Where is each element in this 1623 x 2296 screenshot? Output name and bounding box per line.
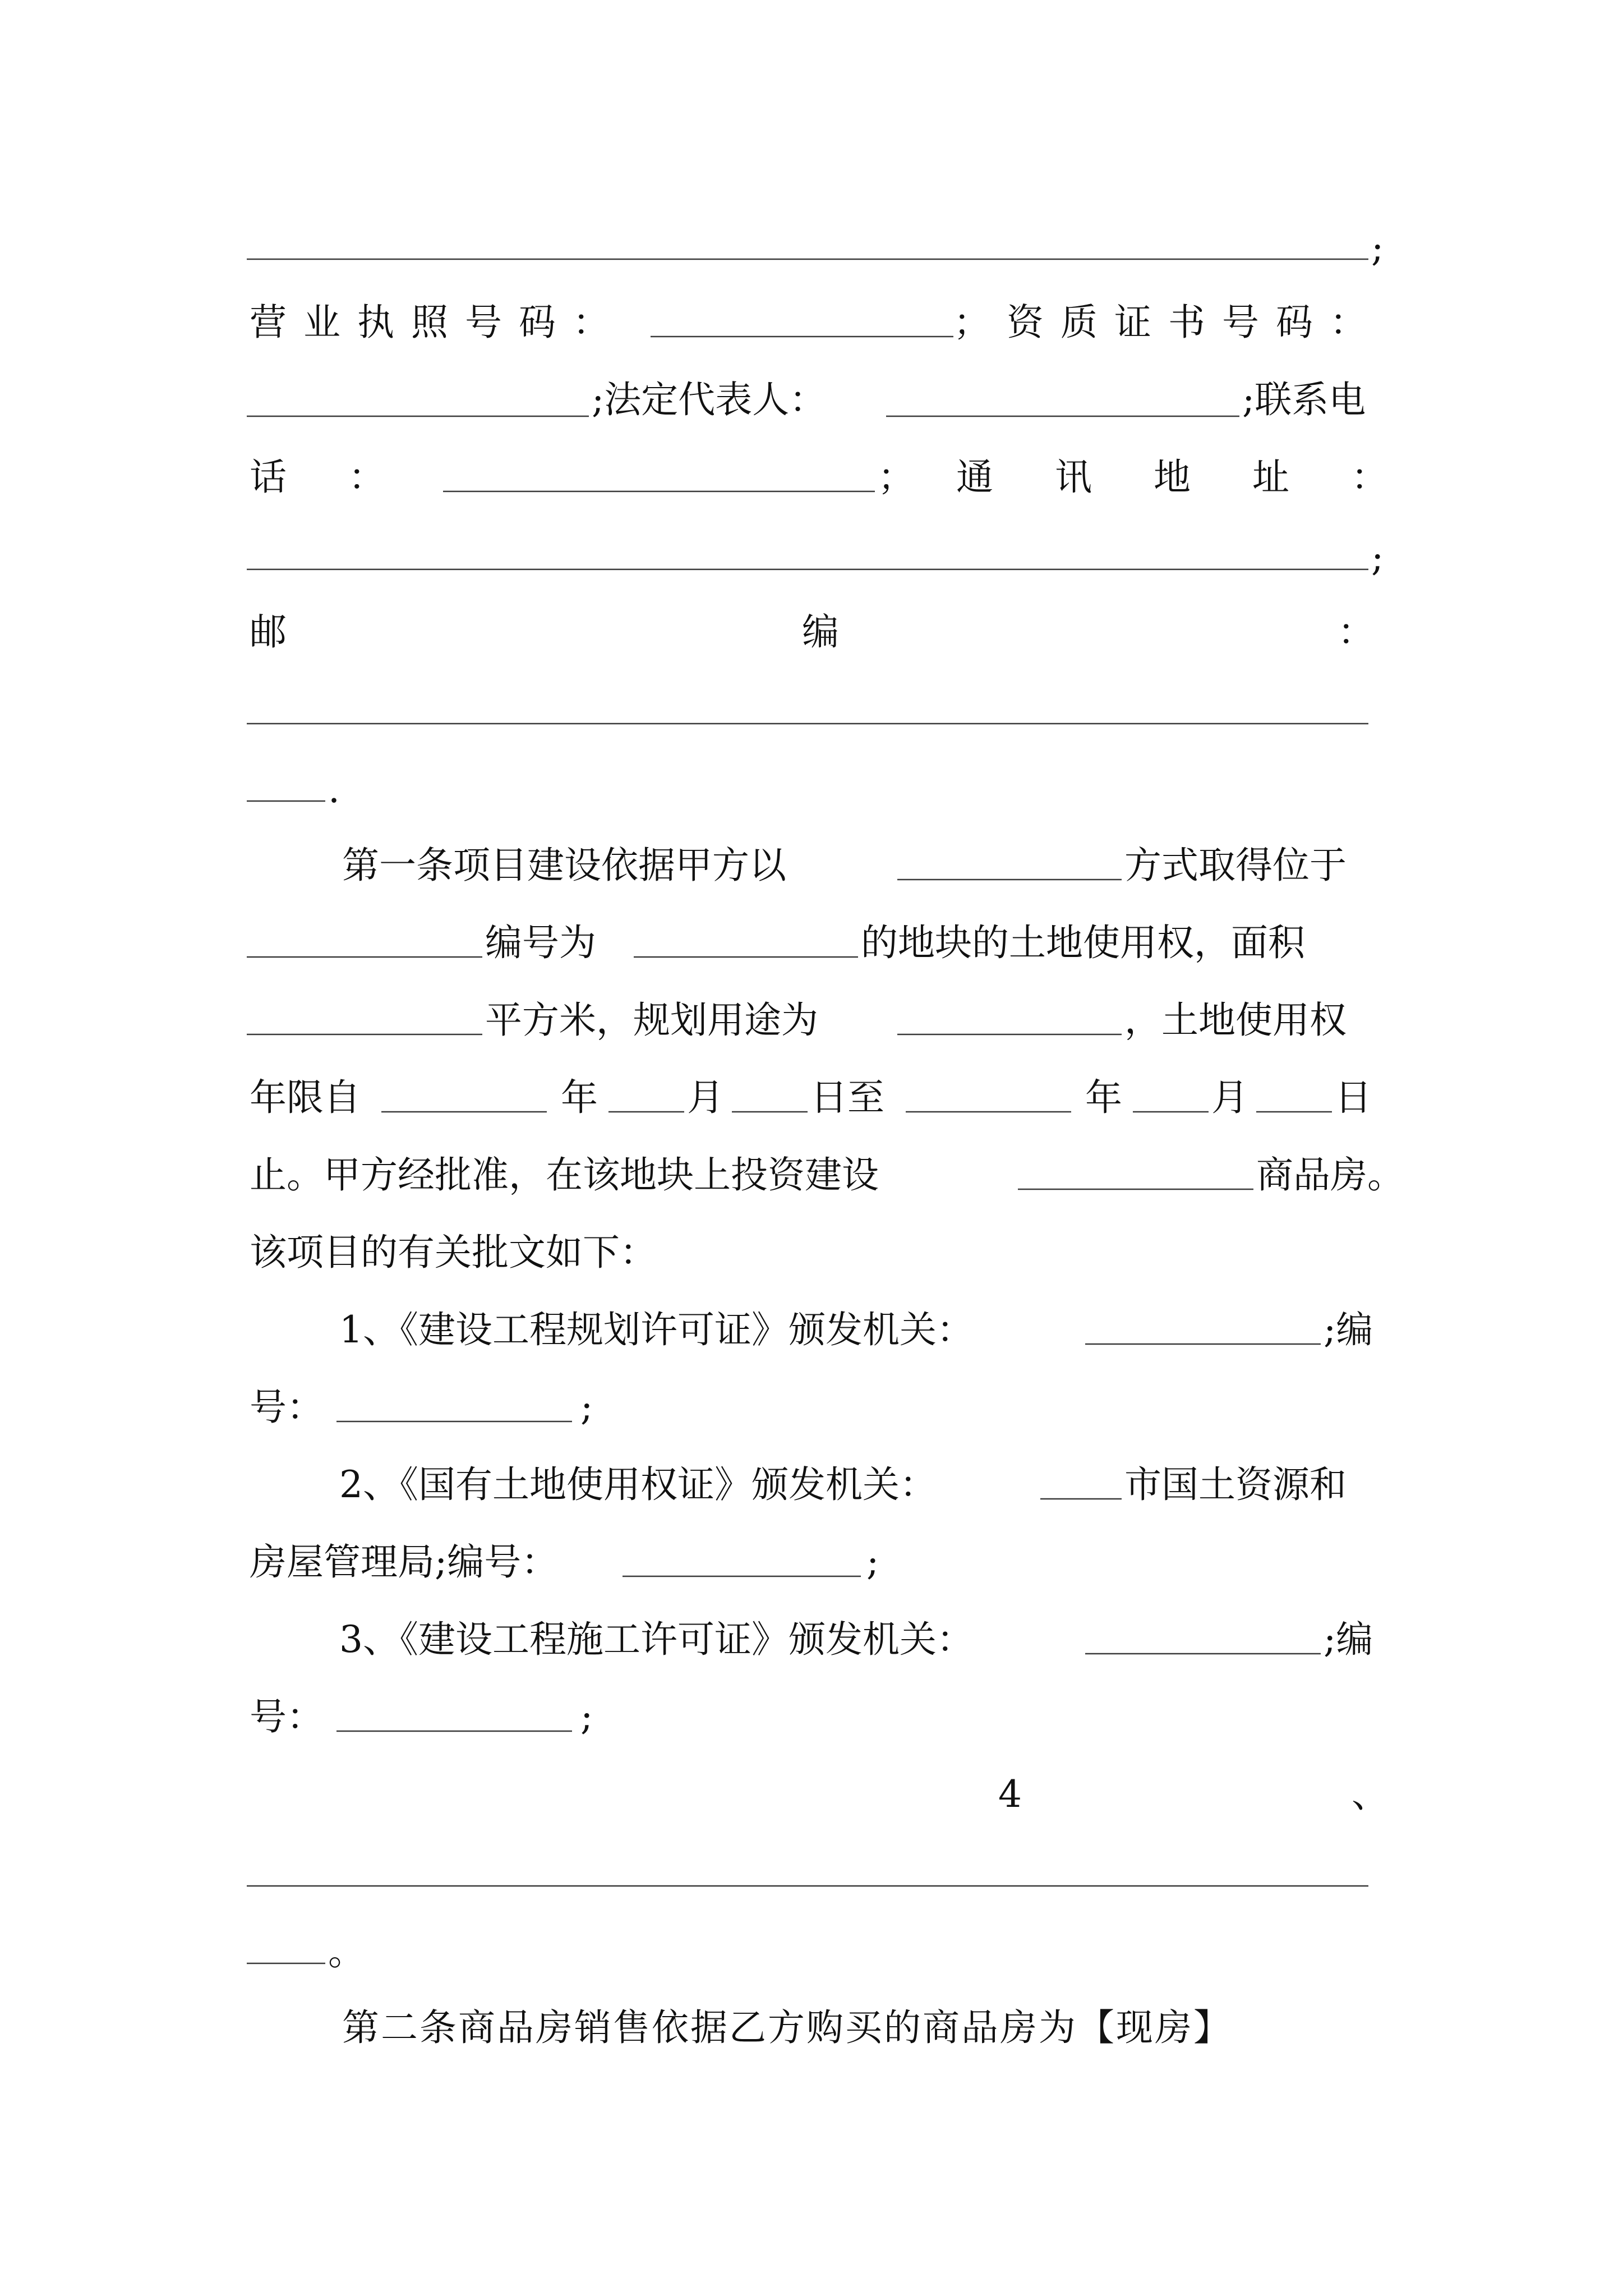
approval-item-1: 1、《建设工程规划许可证》颁发机关： <box>339 1308 974 1351</box>
article1-text: 编号为 <box>485 921 596 964</box>
approval-item-3: 3、《建设工程施工许可证》颁发机关： <box>339 1618 974 1661</box>
article1-text: 方式取得位于 <box>1124 844 1347 887</box>
period: . <box>328 768 340 811</box>
semicolon: ; <box>1371 227 1384 270</box>
semicolon: ; <box>1371 536 1384 579</box>
full-stop: 。 <box>328 1930 365 1973</box>
day-to-label: 日至 <box>810 1076 884 1119</box>
article2-heading: 第二条商品房销售依据乙方购买的商品房为【现房】 <box>342 2006 1232 2049</box>
article1-text: 年限自 <box>250 1076 361 1119</box>
address-label: 通讯地址： <box>956 455 1450 499</box>
semicolon: ； <box>878 455 915 499</box>
article1-text: 止。甲方经批准，在该地块上投资建设 <box>250 1153 879 1197</box>
year-label: 年 <box>561 1076 598 1119</box>
number-label: 号： <box>250 1695 324 1738</box>
month-label: 月 <box>1211 1076 1248 1119</box>
approval-item-4-separator: 、 <box>1352 1773 1389 1816</box>
article1-text: 该项目的有关批文如下： <box>250 1231 657 1274</box>
legal-representative-label: ;法定代表人： <box>592 378 827 421</box>
qualification-cert-label: 资质证书号码： <box>1007 301 1384 344</box>
approval-item-1-number: ;编 <box>1324 1308 1373 1351</box>
approval-item-2: 2、《国有土地使用权证》颁发机关： <box>339 1463 937 1506</box>
month-label: 月 <box>687 1076 724 1119</box>
approval-item-4-number: 4 <box>998 1773 1022 1816</box>
approval-item-2-authority: 市国土资源和 <box>1124 1463 1347 1506</box>
postcode-label-char: 编 <box>802 610 839 654</box>
phone-label-end: 话： <box>250 455 447 499</box>
semicolon: ; <box>580 1386 593 1429</box>
article1-text: 平方米，规划用途为 <box>485 999 818 1042</box>
colon: ： <box>1338 610 1375 654</box>
postcode-label-char: 邮 <box>250 610 287 654</box>
semicolon: ; <box>866 1540 879 1584</box>
approval-item-3-number: ;编 <box>1324 1618 1373 1661</box>
year-label: 年 <box>1085 1076 1122 1119</box>
article1-text: ，土地使用权 <box>1124 999 1347 1042</box>
phone-label-start: ;联系电 <box>1242 378 1366 421</box>
number-label: 号： <box>250 1386 324 1429</box>
semicolon: ； <box>953 301 990 344</box>
article1-text: 的地块的土地使用权，面积 <box>861 921 1305 964</box>
article1-heading: 第一条项目建设依据甲方以 <box>342 844 786 887</box>
article1-text: 商品房。 <box>1256 1153 1404 1197</box>
approval-item-2-number: 房屋管理局;编号： <box>250 1540 559 1584</box>
semicolon: ; <box>580 1695 593 1738</box>
day-label: 日 <box>1335 1076 1372 1119</box>
business-license-label: 营业执照号码： <box>250 301 626 344</box>
